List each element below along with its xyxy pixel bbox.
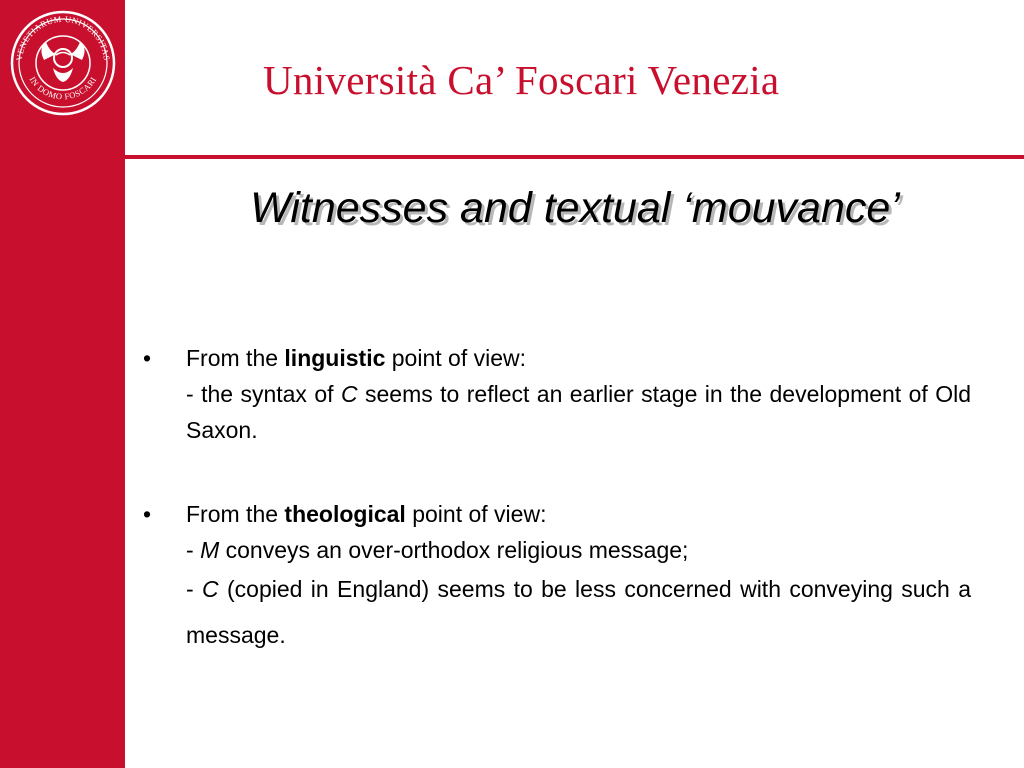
manuscript-siglum: C bbox=[340, 381, 358, 407]
bullet-prefix: From the bbox=[186, 501, 285, 527]
bullet-keyword: linguistic bbox=[284, 345, 386, 371]
sub-point-text: - bbox=[186, 537, 201, 563]
manuscript-siglum: C bbox=[202, 576, 219, 602]
sub-point-text: - bbox=[186, 576, 203, 602]
bullet-suffix: point of view: bbox=[405, 501, 547, 527]
sub-point-text: - the syntax of bbox=[186, 381, 341, 407]
bullet-linguistic bbox=[143, 340, 971, 376]
manuscript-siglum: M bbox=[200, 537, 220, 563]
bullet-marker: • bbox=[143, 345, 152, 371]
spacer bbox=[143, 448, 971, 496]
university-seal-logo bbox=[8, 8, 118, 118]
brand-sidebar bbox=[0, 0, 125, 768]
university-name: Università Ca’ Foscari Venezia bbox=[263, 57, 780, 103]
bullet-suffix: point of view: bbox=[385, 345, 527, 371]
slide-title: Witnesses and textual ‘mouvance’ bbox=[250, 184, 900, 232]
bullet-marker: • bbox=[143, 501, 152, 527]
svg-text:VENETIARUM UNIVERSITAS: VENETIARUM UNIVERSITAS bbox=[13, 13, 112, 62]
bullet-keyword: theological bbox=[284, 501, 406, 527]
header-divider bbox=[125, 155, 1024, 159]
sub-point-m bbox=[143, 532, 971, 568]
sub-point-c bbox=[143, 566, 971, 658]
svg-text:IN DOMO FOSCARI: IN DOMO FOSCARI bbox=[27, 74, 99, 102]
sub-point-text: seems to reflect an earlier stage in the development of Old Saxon. bbox=[186, 381, 971, 443]
sub-point-syntax bbox=[143, 376, 971, 448]
sub-point-text: (copied in England) seems to be less concerned with conveying such a message. bbox=[186, 576, 971, 648]
slide-content bbox=[143, 340, 971, 658]
sub-point-text: conveys an over-orthodox religious message; bbox=[219, 537, 689, 563]
bullet-theological bbox=[143, 496, 971, 532]
bullet-prefix: From the bbox=[186, 345, 285, 371]
